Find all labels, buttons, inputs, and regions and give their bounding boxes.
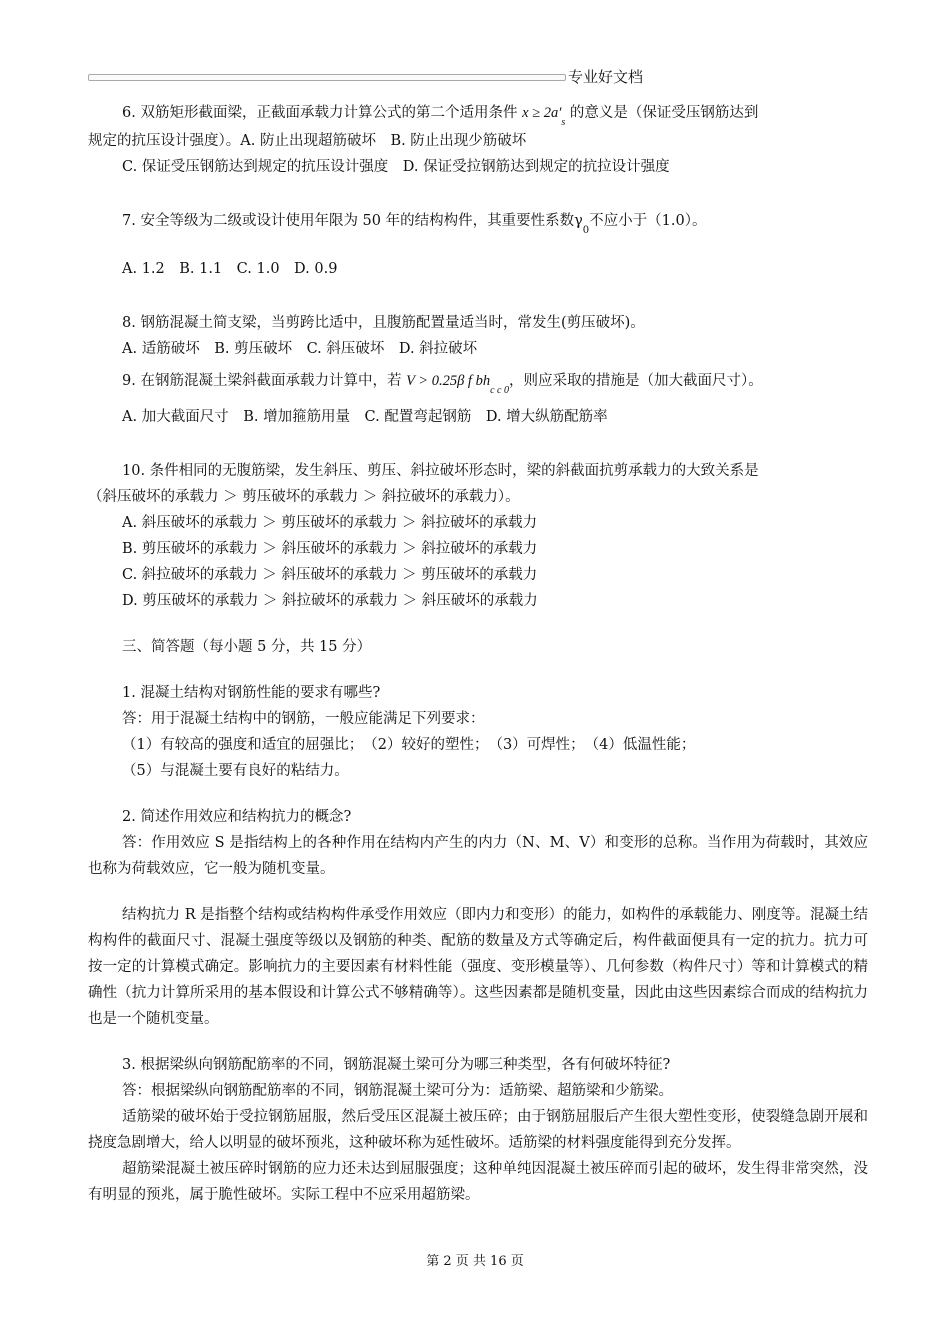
- q9-options: A. 加大截面尺寸 B. 增加箍筋用量 C. 配置弯起钢筋 D. 增大纵筋配筋率: [122, 409, 608, 425]
- document-body: [88, 100, 868, 1208]
- q7-options: A. 1.2 B. 1.1 C. 1.0 D. 0.9: [122, 261, 338, 277]
- q8-line1: 8. 钢筋混凝土简支梁，当剪跨比适中，且腹筋配置量适当时，常发生(剪压破坏)。: [122, 315, 645, 331]
- a2-question: 2. 简述作用效应和结构抗力的概念?: [122, 809, 352, 825]
- q10-option-d: D. 剪压破坏的承载力 ＞ 斜拉破坏的承载力 ＞ 斜压破坏的承载力: [122, 593, 538, 609]
- q10-line2: （斜压破坏的承载力 ＞ 剪压破坏的承载力 ＞ 斜拉破坏的承载力）。: [88, 489, 520, 505]
- a3-para1: 适筋梁的破坏始于受拉钢筋屈服，然后受压区混凝土被压碎；由于钢筋屈服后产生很大塑性变形，使裂缝急剧开展和挠度急剧增大，给人以明显的破坏预兆，这种破坏称为延性破坏。适筋梁的材料强度能得到充分发挥。: [88, 1109, 868, 1151]
- q7-line1: 7. 安全等级为二级或设计使用年限为 50 年的结构构件，其重要性系数$\gamma_0$不应小于（1.0）。: [122, 213, 707, 236]
- q9-line1: 9. 在钢筋混凝土梁斜截面承载力计算中，若 V > 0.25β f $bh_{c c 0}$，则应采取的措施是（加大截面尺寸）。: [122, 373, 763, 396]
- q10-line1: 10. 条件相同的无腹筋梁，发生斜压、剪压、斜拉破坏形态时，梁的斜截面抗剪承载力的大致关系是: [122, 463, 759, 479]
- q6-line1: 6. 双筋矩形截面梁，正截面承载力计算公式的第二个适用条件 $x \ge 2a'_s$ 的意义是（保证受压钢筋达到: [122, 105, 759, 128]
- page-number: 第 2 页 共 16 页: [426, 1254, 524, 1269]
- a3-question: 3. 根据梁纵向钢筋配筋率的不同，钢筋混凝土梁可分为哪三种类型，各有何破坏特征?: [122, 1057, 671, 1073]
- a1-answer: 答：用于混凝土结构中的钢筋，一般应能满足下列要求：: [122, 711, 485, 727]
- a3-para2: 超筋梁混凝土被压碎时钢筋的应力还未达到屈服强度；这种单纯因混凝土被压碎而引起的破坏，发生得非常突然，没有明显的预兆，属于脆性破坏。实际工程中不应采用超筋梁。: [88, 1161, 868, 1203]
- q6-line2: 规定的抗压设计强度）。A. 防止出现超筋破坏 B. 防止出现少筋破坏: [88, 133, 527, 149]
- q6-formula: x ≥ 2a′: [522, 105, 562, 121]
- q10-option-b: B. 剪压破坏的承载力 ＞ 斜压破坏的承载力 ＞ 斜拉破坏的承载力: [122, 541, 538, 557]
- section-title: 三、简答题（每小题 5 分，共 15 分）: [122, 639, 372, 655]
- q6-line3: C. 保证受压钢筋达到规定的抗压设计强度 D. 保证受拉钢筋达到规定的抗拉设计强度: [122, 159, 670, 175]
- q10-option-c: C. 斜拉破坏的承载力 ＞ 斜压破坏的承载力 ＞ 剪压破坏的承载力: [122, 567, 538, 583]
- a1-line1: （1）有较高的强度和适宜的屈强比； （2）较好的塑性； （3）可焊性； （4）低温性能；: [122, 737, 696, 753]
- q8-options: A. 适筋破坏 B. 剪压破坏 C. 斜压破坏 D. 斜拉破坏: [122, 341, 478, 357]
- a2-para2: 结构抗力 R 是指整个结构或结构构件承受作用效应（即内力和变形）的能力，如构件的承载能力、刚度等。混凝土结构构件的截面尺寸、混凝土强度等级以及钢筋的种类、配筋的数量及方式等确定后，构件截面便具有一定的抗力。抗力可按一定的计算模式确定。影响抗力的主要因素有材料性能（强度、变形模量等）、几何参数（构件尺寸）等和计算模式的精确性（抗力计算所采用的基本假设和计算公式不够精确等）。这些因素都是随机变量，因此由这些因素综合而成的结构抗力也是一个随机变量。: [88, 907, 868, 1027]
- a3-answer: 答：根据梁纵向钢筋配筋率的不同，钢筋混凝土梁可分为：适筋梁、超筋梁和少筋梁。: [122, 1083, 673, 1099]
- q10-option-a: A. 斜压破坏的承载力 ＞ 剪压破坏的承载力 ＞ 斜拉破坏的承载力: [122, 515, 538, 531]
- a2-para1: 答：作用效应 S 是指结构上的各种作用在结构内产生的内力（N、M、V）和变形的总称。当作用为荷载时，其效应也称为荷载效应，它一般为随机变量。: [88, 835, 868, 877]
- a1-question: 1. 混凝土结构对钢筋性能的要求有哪些?: [122, 685, 381, 701]
- header-rule: [88, 74, 566, 81]
- header-title: 专业好文档: [568, 68, 644, 86]
- a1-line2: （5）与混凝土要有良好的粘结力。: [122, 763, 349, 779]
- q9-formula: V > 0.25β f bh: [406, 373, 491, 389]
